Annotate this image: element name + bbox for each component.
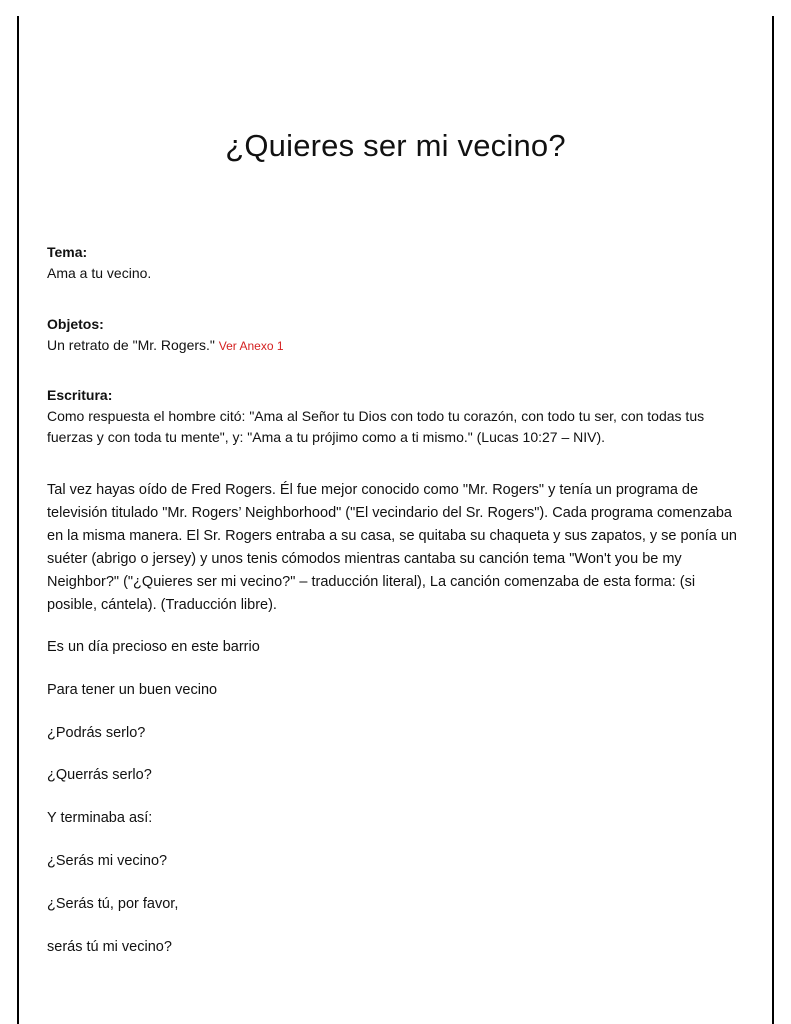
lyric-line: ¿Serás mi vecino? [47, 853, 168, 869]
annex-link[interactable]: Ver Anexo 1 [218, 339, 284, 353]
objetos-section [47, 314, 747, 357]
lyric-line: Y terminaba así: [47, 810, 153, 826]
lyric-line: ¿Serás tú, por favor, [47, 896, 179, 912]
lyric-line: ¿Querrás serlo? [47, 767, 152, 783]
lyric-line: ¿Podrás serlo? [47, 725, 146, 741]
tema-text: Ama a tu vecino. [47, 265, 152, 281]
objetos-line [47, 335, 747, 357]
escritura-section [47, 385, 747, 448]
page-title: ¿Quieres ser mi vecino? [225, 128, 566, 163]
objetos-text: Un retrato de "Mr. Rogers." [47, 337, 215, 353]
tema-section [47, 242, 747, 284]
lyric-line: serás tú mi vecino? [47, 939, 172, 955]
lyric-line: Es un día precioso en este barrio [47, 639, 260, 655]
page-border-right [772, 16, 774, 1024]
objetos-label: Objetos: [47, 316, 104, 332]
intro-paragraph: Tal vez hayas oído de Fred Rogers. Él fue mejor conocido como "Mr. Rogers" y tenía un programa de televisión titulado "Mr. Rogers’ Neighborhood" ("El vecindario del Sr. Rogers"). Cada programa comenzaba en la misma manera. El Sr. Rogers entraba a su casa, se quitaba su chaqueta y sus zapatos, y se ponía un suéter (abrigo o jersey) y unos tenis cómodos mientras cantaba su canción tema "Won't you be my Neighbor?" ("¿Quieres ser mi vecino?" – traducción literal), La canción comenzaba de esta forma: (si posible, cántela). (Traducción libre). [47, 482, 737, 613]
page-border-left [17, 16, 19, 1024]
escritura-label: Escritura: [47, 387, 113, 403]
lyric-line: Para tener un buen vecino [47, 682, 218, 698]
escritura-text: Como respuesta el hombre citó: "Ama al Señor tu Dios con todo tu corazón, con todo tu ser, con todas tus fuerzas y con toda tu mente", y: "Ama a tu prójimo como a ti mismo." (Lucas 10:27 – NIV). [47, 408, 705, 445]
tema-label: Tema: [47, 244, 88, 260]
